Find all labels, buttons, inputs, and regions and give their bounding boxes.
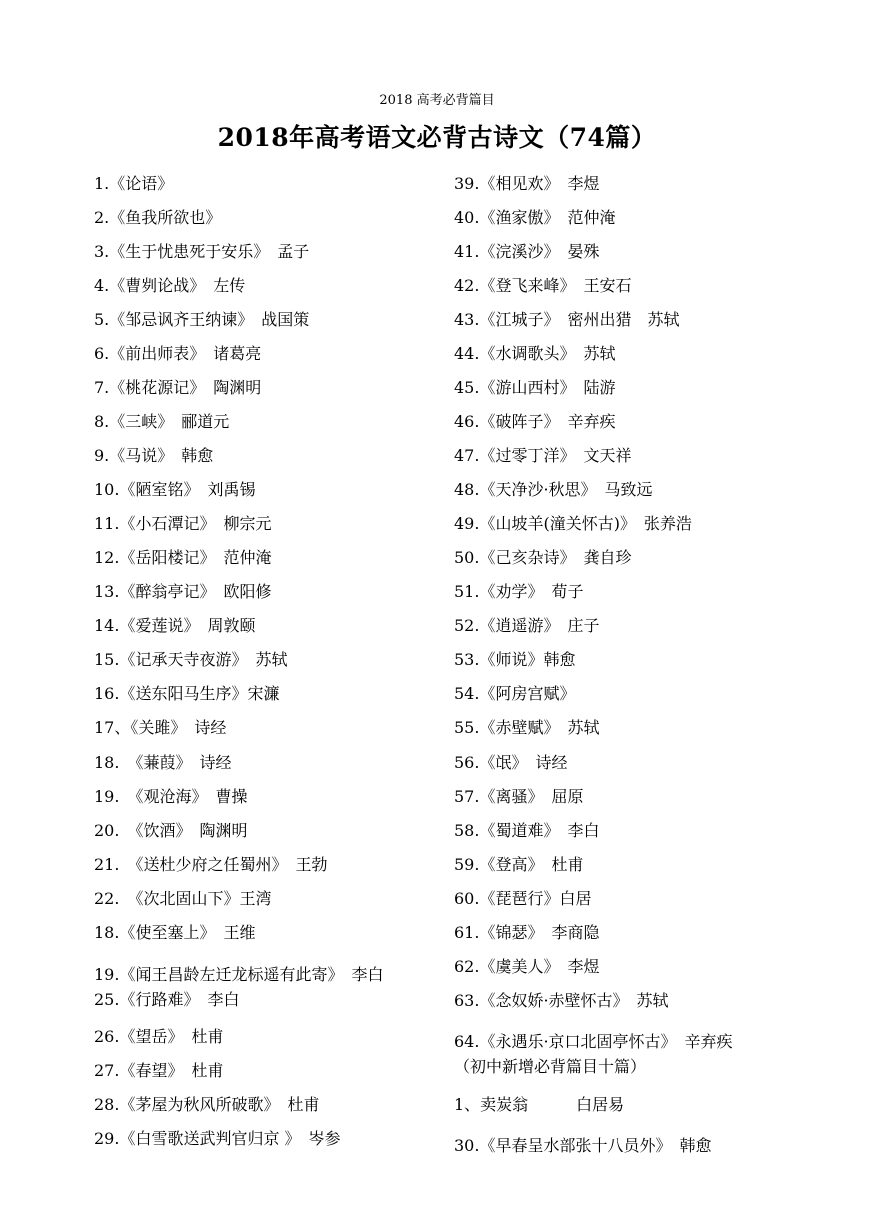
list-item: 59.《登高》 杜甫 <box>454 855 584 874</box>
list-item: （初中新增必背篇目十篇） <box>454 1057 647 1076</box>
list-item: 9.《马说》 韩愈 <box>94 446 214 465</box>
list-item: 1.《论语》 <box>94 174 174 193</box>
list-item: 60.《琵琶行》白居 <box>454 889 592 908</box>
list-item: 40.《渔家傲》 范仲淹 <box>454 208 616 227</box>
list-item: 55.《赤壁赋》 苏轼 <box>454 718 600 737</box>
list-item: 22. 《次北固山下》王湾 <box>94 889 272 908</box>
list-item: 44.《水调歌头》 苏轼 <box>454 344 616 363</box>
list-item: 18.《使至塞上》 王维 <box>94 923 256 942</box>
list-item: 21. 《送杜少府之任蜀州》 王勃 <box>94 855 328 874</box>
list-item: 11.《小石潭记》 柳宗元 <box>94 514 272 533</box>
list-item: 48.《天净沙·秋思》 马致远 <box>454 480 653 499</box>
list-item: 42.《登飞来峰》 王安石 <box>454 276 632 295</box>
list-item: 6.《前出师表》 诸葛亮 <box>94 344 262 363</box>
list-item: 61.《锦瑟》 李商隐 <box>454 923 600 942</box>
list-item: 16.《送东阳马生序》宋濂 <box>94 684 280 703</box>
list-item: 47.《过零丁洋》 文天祥 <box>454 446 632 465</box>
list-item: 10.《陋室铭》 刘禹锡 <box>94 480 256 499</box>
list-item: 20. 《饮酒》 陶渊明 <box>94 821 248 840</box>
list-item: 26.《望岳》 杜甫 <box>94 1027 224 1046</box>
list-item: 53.《师说》韩愈 <box>454 650 576 669</box>
list-item: 7.《桃花源记》 陶渊明 <box>94 378 262 397</box>
list-item: 25.《行路难》 李白 <box>94 990 240 1009</box>
list-item: 19.《闻王昌龄左迁龙标遥有此寄》 李白 <box>94 965 384 984</box>
list-item: 63.《念奴娇·赤壁怀古》 苏轼 <box>454 991 669 1010</box>
list-item: 30.《早春呈水部张十八员外》 韩愈 <box>454 1136 712 1155</box>
list-item: 28.《茅屋为秋风所破歌》 杜甫 <box>94 1095 320 1114</box>
list-item: 15.《记承天寺夜游》 苏轼 <box>94 650 288 669</box>
list-item: 18. 《蒹葭》 诗经 <box>94 753 232 772</box>
page-header: 2018 高考必背篇目 <box>379 93 495 108</box>
list-item: 3.《生于忧患死于安乐》 孟子 <box>94 242 310 261</box>
list-item: 17、《关雎》 诗经 <box>94 718 227 737</box>
list-item: 27.《春望》 杜甫 <box>94 1061 224 1080</box>
list-item: 45.《游山西村》 陆游 <box>454 378 616 397</box>
list-item: 14.《爱莲说》 周敦颐 <box>94 616 256 635</box>
list-item: 12.《岳阳楼记》 范仲淹 <box>94 548 272 567</box>
list-item: 52.《逍遥游》 庄子 <box>454 616 600 635</box>
list-item: 29.《白雪歌送武判官归京 》 岑参 <box>94 1129 341 1148</box>
list-item: 62.《虞美人》 李煜 <box>454 957 600 976</box>
page-title: 2018年高考语文必背古诗文（74篇） <box>217 123 657 152</box>
list-item: 49.《山坡羊(潼关怀古)》 张养浩 <box>454 514 692 533</box>
list-item: 41.《浣溪沙》 晏殊 <box>454 242 600 261</box>
list-item: 57.《离骚》 屈原 <box>454 787 584 806</box>
list-item: 8.《三峡》 郦道元 <box>94 412 230 431</box>
list-item: 64.《永遇乐·京口北固亭怀古》 辛弃疾 <box>454 1032 733 1051</box>
list-item: 54.《阿房宫赋》 <box>454 684 576 703</box>
list-item: 19. 《观沧海》 曹操 <box>94 787 248 806</box>
list-item: 5.《邹忌讽齐王纳谏》 战国策 <box>94 310 310 329</box>
list-item: 51.《劝学》 荀子 <box>454 582 584 601</box>
list-item: 2.《鱼我所欲也》 <box>94 208 222 227</box>
list-item: 1、卖炭翁 白居易 <box>454 1095 625 1114</box>
list-item: 50.《己亥杂诗》 龚自珍 <box>454 548 632 567</box>
list-item: 4.《曹刿论战》 左传 <box>94 276 246 295</box>
list-item: 39.《相见欢》 李煜 <box>454 174 600 193</box>
list-item: 46.《破阵子》 辛弃疾 <box>454 412 616 431</box>
list-item: 13.《醉翁亭记》 欧阳修 <box>94 582 272 601</box>
list-item: 43.《江城子》 密州出猎 苏轼 <box>454 310 680 329</box>
list-item: 58.《蜀道难》 李白 <box>454 821 600 840</box>
list-item: 56.《氓》 诗经 <box>454 753 568 772</box>
